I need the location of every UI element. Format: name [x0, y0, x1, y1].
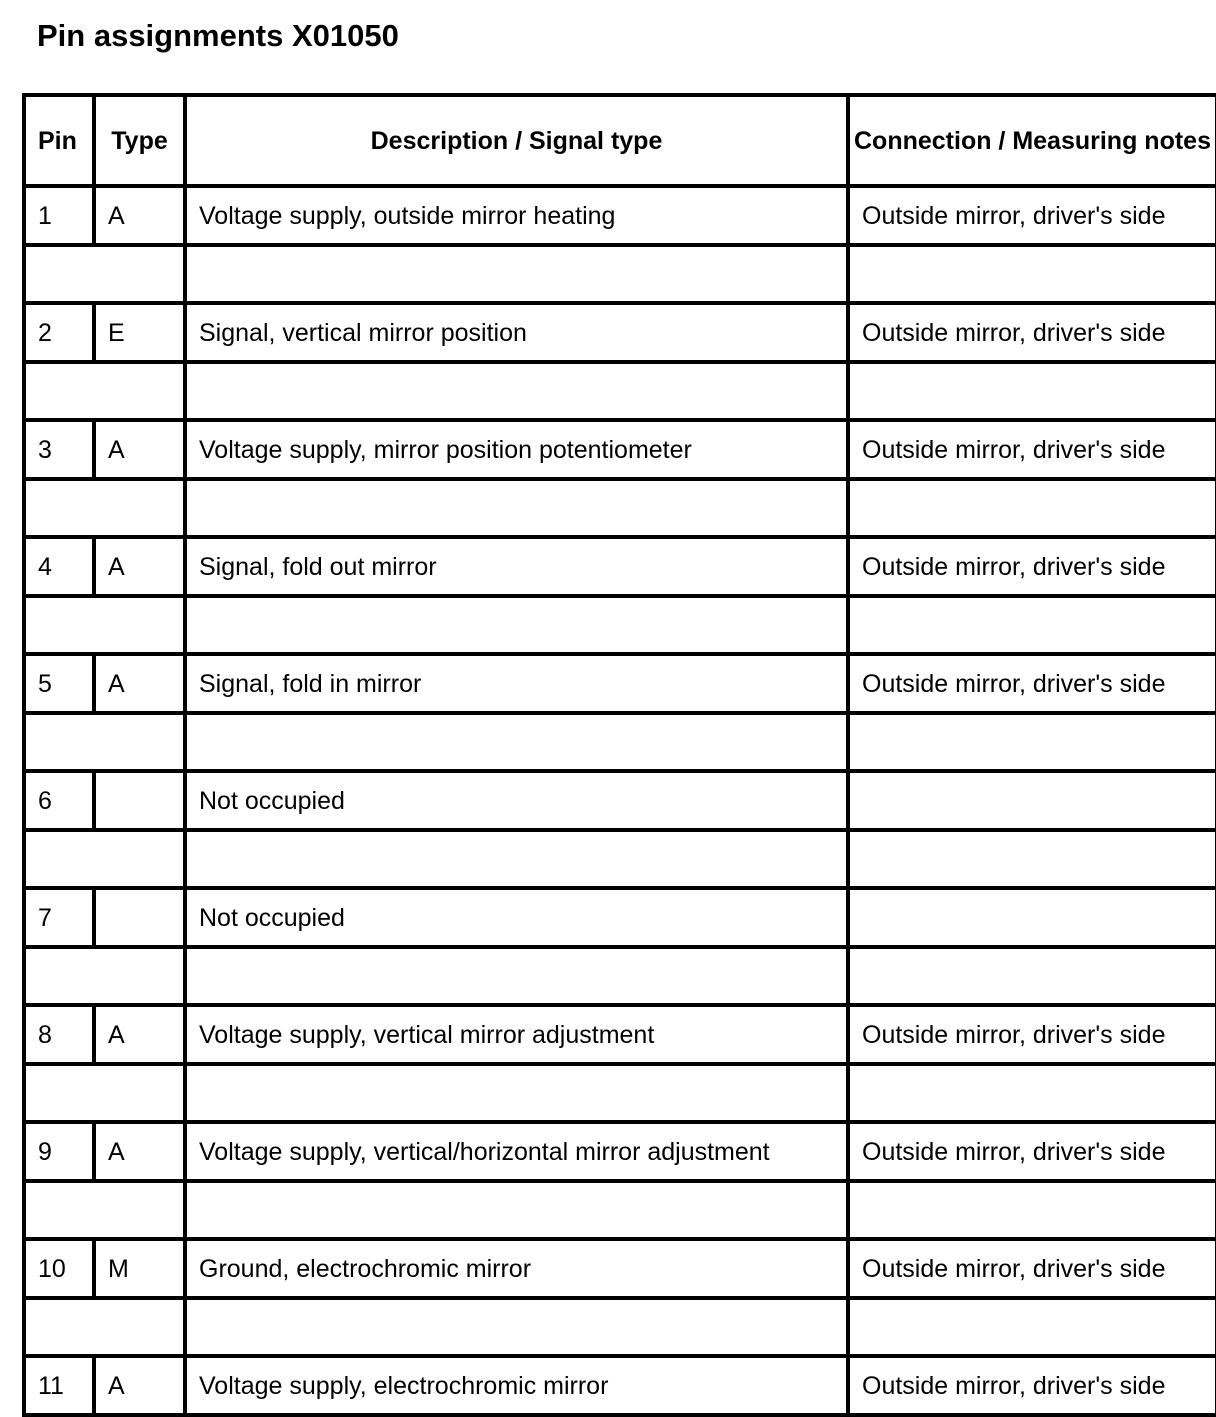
- cell-type: [94, 771, 185, 830]
- table-row: [24, 771, 1216, 830]
- spacer-cell-pin-type: [24, 1181, 185, 1239]
- table-row: [24, 1122, 1216, 1181]
- table-row: [24, 303, 1216, 362]
- pin-assignment-table: [22, 93, 1216, 1417]
- cell-connection: Outside mirror, driver's side: [848, 1356, 1216, 1415]
- cell-connection: Outside mirror, driver's side: [848, 1122, 1216, 1181]
- spacer-cell-description: [185, 1181, 848, 1239]
- cell-connection: [848, 888, 1216, 947]
- spacer-cell-connection: [848, 947, 1216, 1005]
- cell-connection: Outside mirror, driver's side: [848, 1005, 1216, 1064]
- cell-pin: 5: [24, 654, 94, 713]
- cell-pin: 2: [24, 303, 94, 362]
- spacer-cell-description: [185, 362, 848, 420]
- spacer-cell-description: [185, 830, 848, 888]
- cell-description: Voltage supply, mirror position potentiometer: [185, 420, 848, 479]
- cell-connection: Outside mirror, driver's side: [848, 654, 1216, 713]
- cell-type: A: [94, 1356, 185, 1415]
- cell-connection: Outside mirror, driver's side: [848, 186, 1216, 245]
- cell-connection: Outside mirror, driver's side: [848, 420, 1216, 479]
- cell-type: A: [94, 186, 185, 245]
- spacer-cell-pin-type: [24, 1064, 185, 1122]
- spacer-cell-connection: [848, 1181, 1216, 1239]
- cell-description: Voltage supply, vertical mirror adjustment: [185, 1005, 848, 1064]
- cell-description: Not occupied: [185, 771, 848, 830]
- spacer-cell-connection: [848, 245, 1216, 303]
- cell-type: A: [94, 654, 185, 713]
- header-pin: Pin: [24, 95, 94, 186]
- cell-connection: Outside mirror, driver's side: [848, 537, 1216, 596]
- spacer-row: [24, 1064, 1216, 1122]
- cell-pin: 3: [24, 420, 94, 479]
- table-header-row: [24, 95, 1216, 186]
- cell-description: Voltage supply, vertical/horizontal mirror adjustment: [185, 1122, 848, 1181]
- spacer-cell-description: [185, 245, 848, 303]
- spacer-cell-description: [185, 479, 848, 537]
- header-connection: Connection / Measuring notes: [848, 95, 1216, 186]
- spacer-cell-connection: [848, 713, 1216, 771]
- cell-pin: 7: [24, 888, 94, 947]
- cell-pin: 6: [24, 771, 94, 830]
- spacer-cell-pin-type: [24, 596, 185, 654]
- cell-description: Voltage supply, electrochromic mirror: [185, 1356, 848, 1415]
- spacer-row: [24, 1181, 1216, 1239]
- spacer-cell-connection: [848, 362, 1216, 420]
- spacer-cell-pin-type: [24, 362, 185, 420]
- table-row: [24, 1239, 1216, 1298]
- header-type: Type: [94, 95, 185, 186]
- cell-description: Voltage supply, outside mirror heating: [185, 186, 848, 245]
- spacer-cell-description: [185, 1298, 848, 1356]
- cell-connection: Outside mirror, driver's side: [848, 1239, 1216, 1298]
- spacer-cell-description: [185, 596, 848, 654]
- cell-description: Signal, fold in mirror: [185, 654, 848, 713]
- cell-type: [94, 888, 185, 947]
- cell-pin: 1: [24, 186, 94, 245]
- cell-pin: 9: [24, 1122, 94, 1181]
- spacer-row: [24, 830, 1216, 888]
- table-row: [24, 888, 1216, 947]
- header-description: Description / Signal type: [185, 95, 848, 186]
- spacer-cell-connection: [848, 1064, 1216, 1122]
- cell-type: A: [94, 420, 185, 479]
- cell-pin: 11: [24, 1356, 94, 1415]
- table-row: [24, 420, 1216, 479]
- cell-description: Ground, electrochromic mirror: [185, 1239, 848, 1298]
- spacer-row: [24, 713, 1216, 771]
- cell-pin: 8: [24, 1005, 94, 1064]
- cell-pin: 10: [24, 1239, 94, 1298]
- page-title: Pin assignments X01050: [37, 18, 399, 53]
- spacer-cell-connection: [848, 830, 1216, 888]
- cell-type: M: [94, 1239, 185, 1298]
- spacer-cell-pin-type: [24, 713, 185, 771]
- table-row: [24, 1356, 1216, 1415]
- cell-description: Not occupied: [185, 888, 848, 947]
- spacer-cell-pin-type: [24, 947, 185, 1005]
- spacer-row: [24, 245, 1216, 303]
- spacer-cell-connection: [848, 479, 1216, 537]
- cell-pin: 4: [24, 537, 94, 596]
- spacer-row: [24, 1298, 1216, 1356]
- cell-description: Signal, fold out mirror: [185, 537, 848, 596]
- table-row: [24, 537, 1216, 596]
- cell-type: E: [94, 303, 185, 362]
- spacer-row: [24, 947, 1216, 1005]
- spacer-row: [24, 596, 1216, 654]
- spacer-row: [24, 479, 1216, 537]
- spacer-cell-pin-type: [24, 245, 185, 303]
- spacer-row: [24, 362, 1216, 420]
- table-row: [24, 1005, 1216, 1064]
- table-body: [24, 186, 1216, 1415]
- spacer-cell-pin-type: [24, 479, 185, 537]
- cell-type: A: [94, 1122, 185, 1181]
- cell-type: A: [94, 537, 185, 596]
- cell-connection: Outside mirror, driver's side: [848, 303, 1216, 362]
- spacer-cell-connection: [848, 1298, 1216, 1356]
- cell-type: A: [94, 1005, 185, 1064]
- cell-connection: [848, 771, 1216, 830]
- spacer-cell-description: [185, 947, 848, 1005]
- table-row: [24, 186, 1216, 245]
- table-row: [24, 654, 1216, 713]
- cell-description: Signal, vertical mirror position: [185, 303, 848, 362]
- spacer-cell-description: [185, 1064, 848, 1122]
- spacer-cell-description: [185, 713, 848, 771]
- spacer-cell-pin-type: [24, 830, 185, 888]
- spacer-cell-connection: [848, 596, 1216, 654]
- spacer-cell-pin-type: [24, 1298, 185, 1356]
